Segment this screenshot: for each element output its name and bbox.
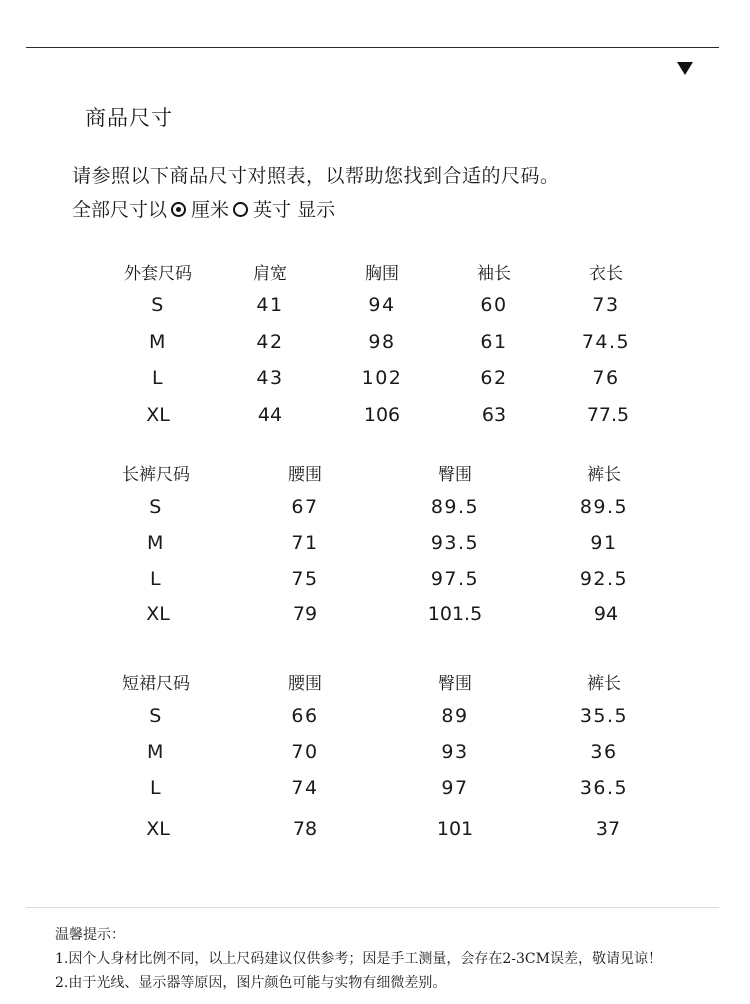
table-cell: 97 <box>441 777 469 799</box>
table-header: 长裤尺码 <box>122 465 190 485</box>
bottom-divider <box>26 907 719 908</box>
section-title: 商品尺寸 <box>85 106 173 130</box>
table-cell: XL <box>146 404 170 426</box>
unit-option-inch[interactable]: 英寸 <box>253 199 292 221</box>
table-cell: 35.5 <box>579 705 629 727</box>
table-header: 腰围 <box>288 465 322 485</box>
table-cell: 93 <box>441 741 469 763</box>
table-cell: XL <box>146 603 170 625</box>
table-cell: 102 <box>361 367 403 389</box>
table-cell: 89.5 <box>579 496 629 518</box>
unit-option-cm[interactable]: 厘米 <box>191 199 230 221</box>
table-cell: 93.5 <box>430 532 480 554</box>
table-cell: 36.5 <box>579 777 629 799</box>
table-cell: M <box>147 741 165 763</box>
table-cell: 101.5 <box>427 603 483 625</box>
table-header: 胸围 <box>365 264 399 284</box>
table-cell: 36 <box>590 741 618 763</box>
tips-title: 温馨提示： <box>55 927 125 943</box>
table-cell: 71 <box>291 532 319 554</box>
radio-cm[interactable] <box>171 202 186 217</box>
table-cell: L <box>151 367 165 389</box>
table-cell: 89.5 <box>430 496 480 518</box>
table-cell: 43 <box>256 367 284 389</box>
table-cell: 42 <box>256 331 284 353</box>
table-cell: 97.5 <box>430 568 480 590</box>
table-cell: 94 <box>593 603 619 625</box>
table-cell: 62 <box>480 367 508 389</box>
table-cell: L <box>149 777 163 799</box>
table-cell: 89 <box>441 705 469 727</box>
table-cell: 91 <box>590 532 618 554</box>
table-cell: 41 <box>256 294 284 316</box>
unit-suffix: 显示 <box>297 199 336 221</box>
table-header: 裤长 <box>587 465 621 485</box>
table-header: 衣长 <box>589 264 623 284</box>
table-cell: 94 <box>368 294 396 316</box>
table-cell: 74 <box>291 777 319 799</box>
table-cell: 67 <box>291 496 319 518</box>
table-cell: 77.5 <box>586 404 630 426</box>
unit-selector <box>72 195 335 222</box>
triangle-down-icon[interactable] <box>677 62 693 75</box>
table-header: 裤长 <box>587 674 621 694</box>
table-cell: S <box>151 294 165 316</box>
tips-line: 2.由于光线、显示器等原因，图片颜色可能与实物有细微差别。 <box>55 975 447 991</box>
table-header: 肩宽 <box>253 264 287 284</box>
table-cell: 60 <box>480 294 508 316</box>
table-cell: 101 <box>436 818 474 840</box>
table-cell: 63 <box>481 404 507 426</box>
table-cell: M <box>147 532 165 554</box>
table-header: 袖长 <box>477 264 511 284</box>
table-cell: 98 <box>368 331 396 353</box>
table-cell: L <box>149 568 163 590</box>
radio-inch[interactable] <box>233 202 248 217</box>
table-cell: S <box>149 496 163 518</box>
table-cell: 37 <box>595 818 621 840</box>
table-cell: 44 <box>257 404 283 426</box>
table-cell: M <box>149 331 167 353</box>
table-header: 外套尺码 <box>124 264 192 284</box>
table-cell: 74.5 <box>581 331 631 353</box>
table-cell: 61 <box>480 331 508 353</box>
table-cell: 73 <box>592 294 620 316</box>
table-cell: 79 <box>292 603 318 625</box>
table-cell: S <box>149 705 163 727</box>
table-header: 臀围 <box>438 674 472 694</box>
size-intro-text: 请参照以下商品尺寸对照表，以帮助您找到合适的尺码。 <box>72 165 560 187</box>
table-cell: 106 <box>363 404 401 426</box>
table-cell: XL <box>146 818 170 840</box>
table-cell: 70 <box>291 741 319 763</box>
table-cell: 92.5 <box>579 568 629 590</box>
top-divider <box>26 47 719 48</box>
table-header: 臀围 <box>438 465 472 485</box>
table-header: 短裙尺码 <box>122 674 190 694</box>
table-header: 腰围 <box>288 674 322 694</box>
table-cell: 75 <box>291 568 319 590</box>
table-cell: 78 <box>292 818 318 840</box>
table-cell: 76 <box>592 367 620 389</box>
tips-line: 1.因个人身材比例不同，以上尺码建议仅供参考；因是手工测量，会存在2-3CM误差，敬请见谅！ <box>55 951 662 967</box>
table-cell: 66 <box>291 705 319 727</box>
unit-prefix: 全部尺寸以 <box>72 199 168 221</box>
